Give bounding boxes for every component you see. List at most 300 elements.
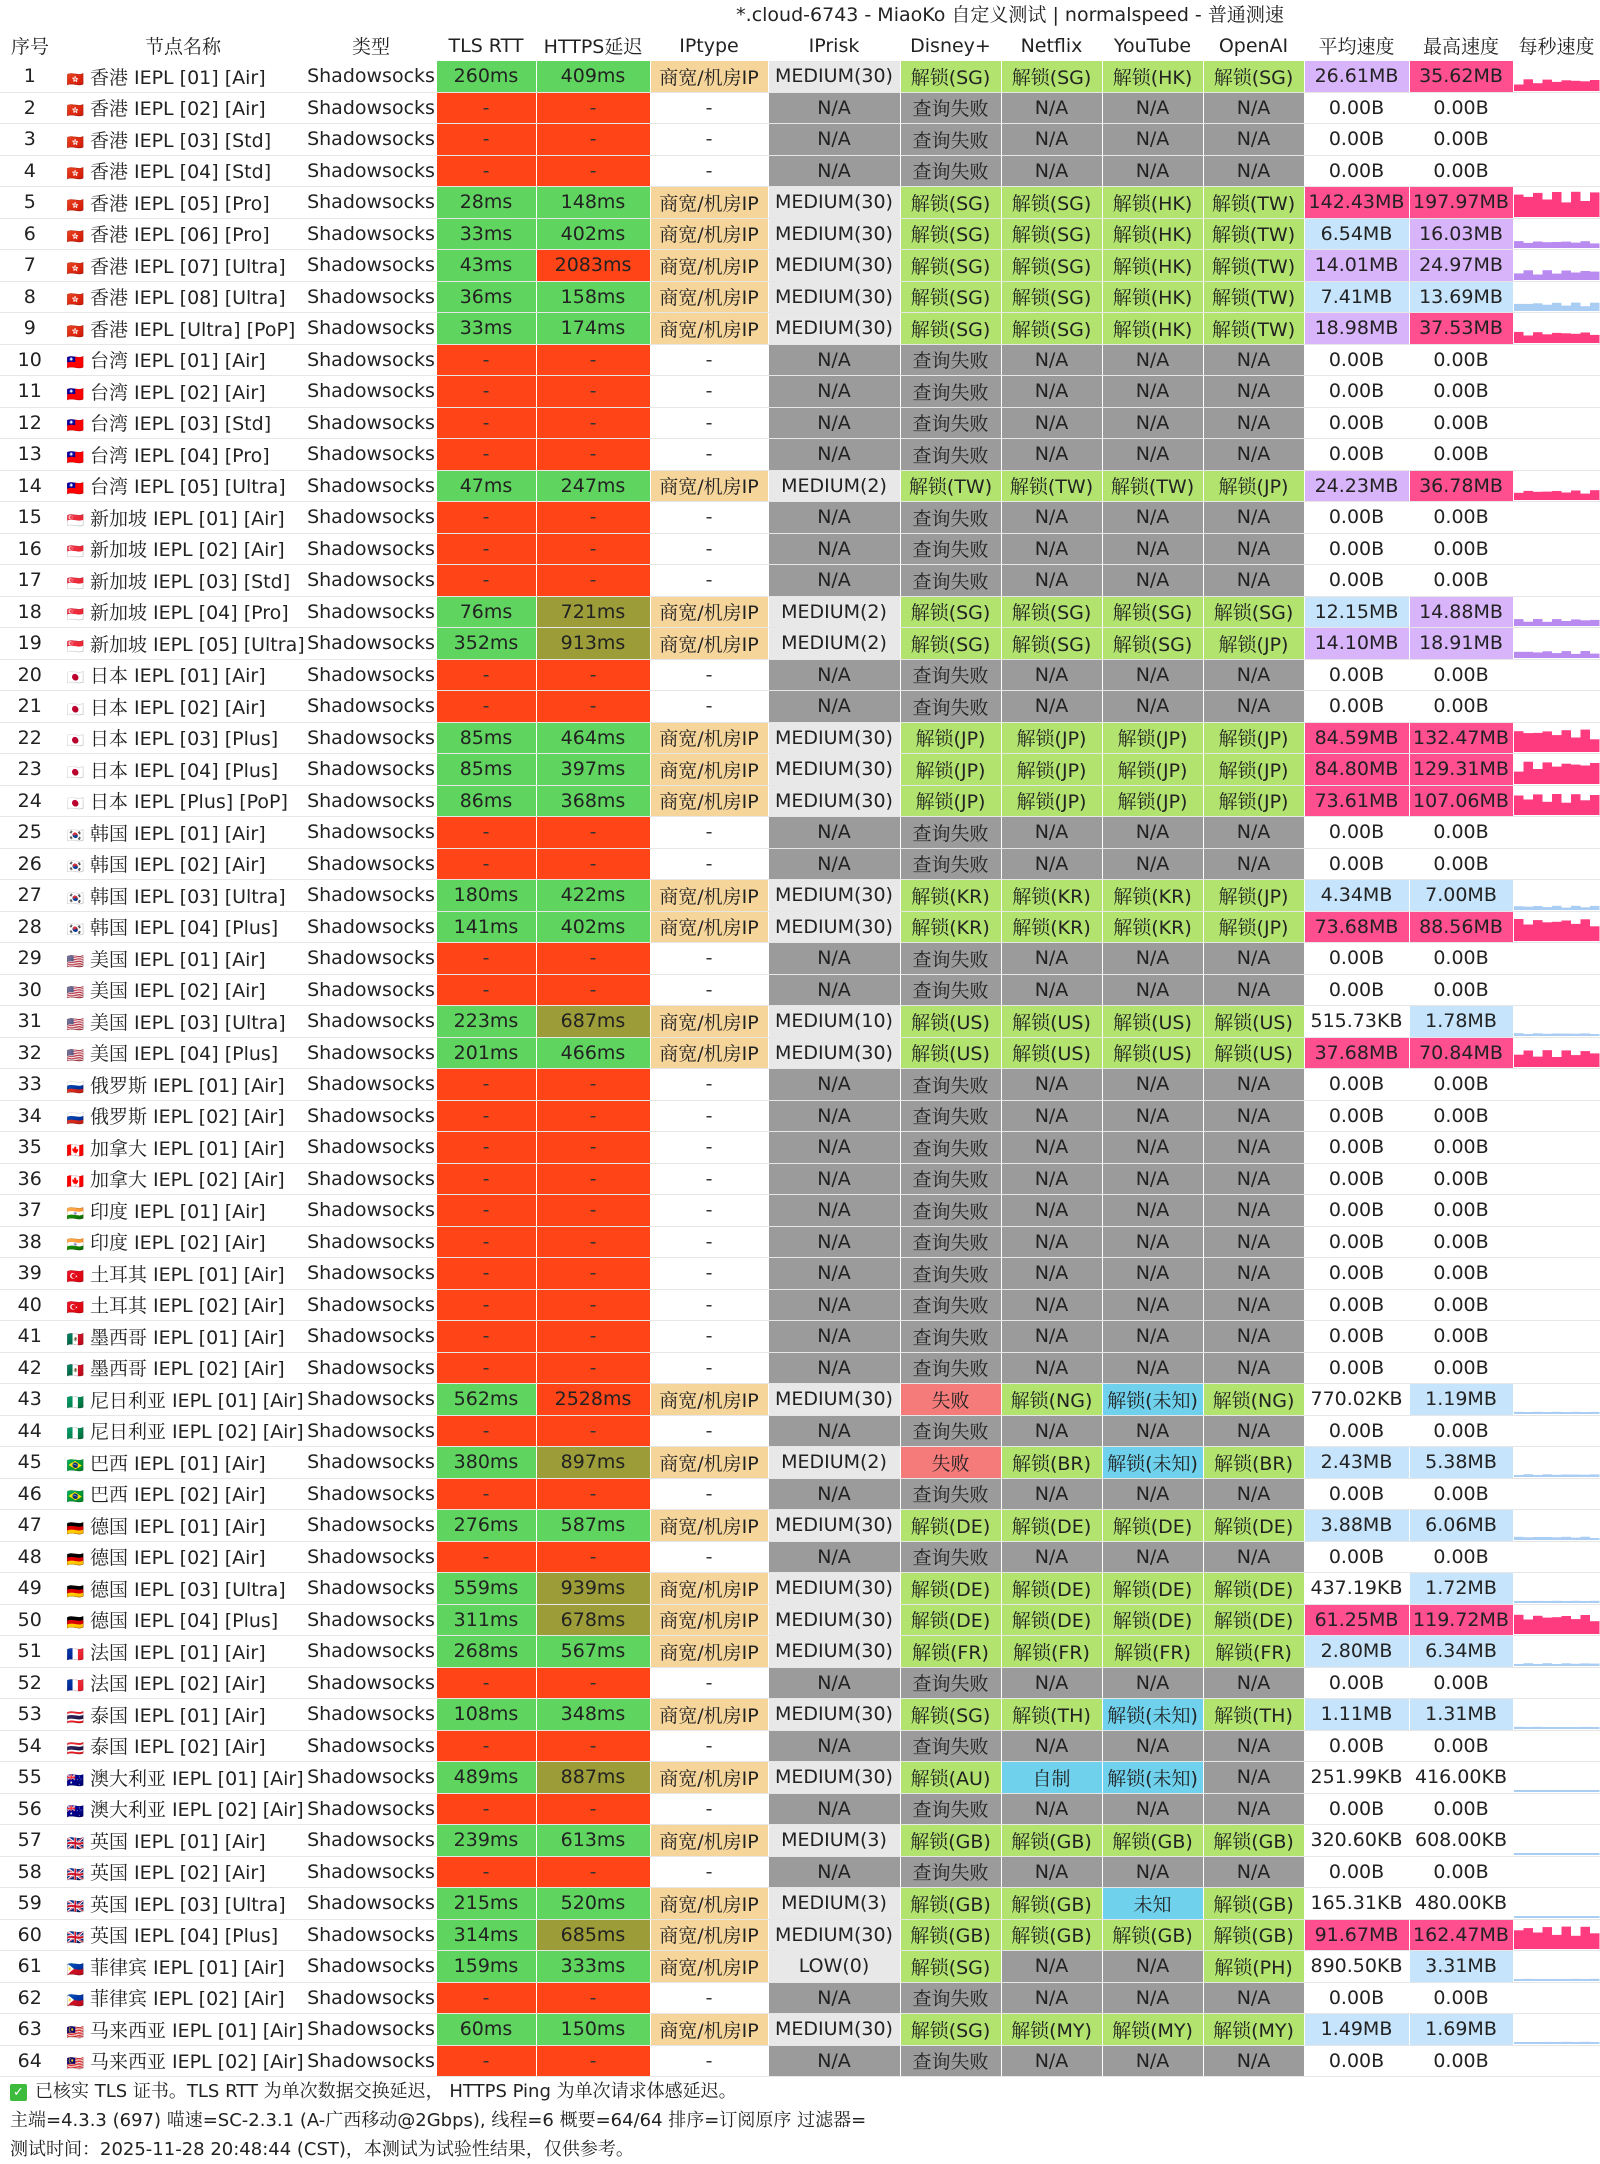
avg-speed: 0.00B xyxy=(1304,1982,1409,2014)
disney-status: 失败 xyxy=(900,1384,1001,1416)
speed-bar xyxy=(1514,1790,1524,1792)
flag-icon: 🇧🇷 xyxy=(66,1489,84,1506)
speed-bar xyxy=(1523,925,1533,942)
table-row[interactable] xyxy=(0,1037,1600,1069)
node-name xyxy=(60,1226,306,1258)
speed-bar xyxy=(1590,653,1600,657)
table-row[interactable] xyxy=(0,1415,1600,1447)
netflix-status: N/A xyxy=(1001,1289,1102,1321)
table-row[interactable] xyxy=(0,1793,1600,1825)
node-name xyxy=(60,817,306,849)
table-row[interactable] xyxy=(0,344,1600,376)
speed-bar xyxy=(1514,1475,1524,1477)
table-row[interactable] xyxy=(0,1006,1600,1038)
table-row[interactable] xyxy=(0,880,1600,912)
table-row[interactable] xyxy=(0,1982,1600,2014)
iprisk: MEDIUM(30) xyxy=(768,1762,900,1794)
node-name-label: 英国 IEPL [02] [Air] xyxy=(89,1862,266,1885)
iprisk: N/A xyxy=(768,439,900,471)
openai-status: 解锁(BR) xyxy=(1203,1447,1304,1479)
table-row[interactable] xyxy=(0,722,1600,754)
youtube-status: N/A xyxy=(1102,659,1203,691)
table-row[interactable] xyxy=(0,754,1600,786)
speed-bar xyxy=(1580,201,1590,217)
tls-rtt: - xyxy=(436,1132,536,1164)
column-header-per-second-speed[interactable]: 每秒速度 xyxy=(1518,36,1595,58)
netflix-status: N/A xyxy=(1001,1195,1102,1227)
iprisk: MEDIUM(30) xyxy=(768,1604,900,1636)
node-name xyxy=(60,1825,306,1857)
node-name xyxy=(60,344,306,376)
table-row[interactable] xyxy=(0,533,1600,565)
iprisk: MEDIUM(3) xyxy=(768,1825,900,1857)
netflix-status: 解锁(SG) xyxy=(1001,61,1102,92)
flag-icon: 🇹🇷 xyxy=(66,1268,84,1285)
row-index: 63 xyxy=(0,2014,60,2046)
table-row[interactable] xyxy=(0,187,1600,219)
speed-bar xyxy=(1590,1474,1600,1477)
iprisk: N/A xyxy=(768,407,900,439)
node-type: Shadowsocks xyxy=(306,691,436,723)
max-speed: 1.31MB xyxy=(1409,1699,1513,1731)
flag-icon: 🇩🇪 xyxy=(66,1520,84,1537)
node-name-label: 土耳其 IEPL [02] [Air] xyxy=(89,1295,285,1318)
speed-bar xyxy=(1533,733,1543,752)
row-index: 22 xyxy=(0,722,60,754)
speed-bar xyxy=(1533,1601,1543,1603)
youtube-status: 解锁(JP) xyxy=(1102,722,1203,754)
speed-bar xyxy=(1571,1619,1581,1634)
https-latency: 567ms xyxy=(536,1636,650,1668)
iptype: 商宽/机房IP xyxy=(650,596,768,628)
table-row[interactable] xyxy=(0,628,1600,660)
speed-bar xyxy=(1580,1033,1590,1036)
tls-rtt: 201ms xyxy=(436,1037,536,1069)
row-index: 38 xyxy=(0,1226,60,1258)
youtube-status: N/A xyxy=(1102,407,1203,439)
column-header-openai[interactable]: OpenAI xyxy=(1218,34,1289,57)
table-row[interactable] xyxy=(0,1384,1600,1416)
column-header-youtube[interactable]: YouTube xyxy=(1113,34,1192,57)
node-name-label: 菲律宾 IEPL [02] [Air] xyxy=(89,1988,285,2011)
speed-bar xyxy=(1552,1853,1562,1855)
max-speed: 480.00KB xyxy=(1409,1888,1513,1920)
table-row[interactable] xyxy=(0,61,1600,92)
per-second-speed-graph xyxy=(1513,1384,1600,1416)
node-name-label: 香港 IEPL [03] [Std] xyxy=(89,129,272,152)
disney-status: 解锁(SG) xyxy=(900,61,1001,92)
table-row[interactable] xyxy=(0,250,1600,282)
table-row[interactable] xyxy=(0,1636,1600,1668)
flag-icon: 🇹🇭 xyxy=(66,1709,84,1726)
per-second-speed-graph xyxy=(1513,1006,1600,1038)
per-second-speed-graph xyxy=(1513,1163,1600,1195)
tls-rtt: - xyxy=(436,1258,536,1290)
column-header-disney[interactable]: Disney+ xyxy=(910,34,991,57)
flag-icon: 🇵🇭 xyxy=(66,1961,84,1978)
avg-speed: 251.99KB xyxy=(1304,1762,1409,1794)
speed-bar xyxy=(1542,1050,1552,1067)
node-type: Shadowsocks xyxy=(306,565,436,597)
column-header-netflix[interactable]: Netflix xyxy=(1020,34,1083,57)
node-type: Shadowsocks xyxy=(306,1573,436,1605)
table-row[interactable] xyxy=(0,848,1600,880)
speed-bar xyxy=(1552,906,1562,910)
per-second-speed-graph xyxy=(1513,911,1600,943)
https-latency: - xyxy=(536,2045,650,2077)
table-row[interactable] xyxy=(0,502,1600,534)
speed-bar xyxy=(1590,80,1600,91)
speed-bar xyxy=(1533,1916,1543,1918)
table-row[interactable] xyxy=(0,439,1600,471)
column-header-tls-rtt[interactable]: TLS RTT xyxy=(448,34,524,57)
node-type: Shadowsocks xyxy=(306,1541,436,1573)
table-row[interactable] xyxy=(0,659,1600,691)
table-row[interactable] xyxy=(0,313,1600,345)
table-row[interactable] xyxy=(0,943,1600,975)
flag-icon: 🇲🇾 xyxy=(66,2024,84,2041)
node-type: Shadowsocks xyxy=(306,1793,436,1825)
node-type: Shadowsocks xyxy=(306,187,436,219)
https-latency: - xyxy=(536,1982,650,2014)
iptype: 商宽/机房IP xyxy=(650,1006,768,1038)
node-name-label: 印度 IEPL [01] [Air] xyxy=(89,1200,266,1223)
row-index: 11 xyxy=(0,376,60,408)
avg-speed: 0.00B xyxy=(1304,1258,1409,1290)
speed-bar xyxy=(1552,1790,1562,1792)
row-index: 27 xyxy=(0,880,60,912)
speed-bar xyxy=(1542,1601,1552,1603)
https-latency: - xyxy=(536,974,650,1006)
node-name xyxy=(60,754,306,786)
speed-bar xyxy=(1571,303,1581,311)
avg-speed: 6.54MB xyxy=(1304,218,1409,250)
row-index: 17 xyxy=(0,565,60,597)
per-second-speed-graph xyxy=(1513,974,1600,1006)
youtube-status: N/A xyxy=(1102,155,1203,187)
table-row[interactable] xyxy=(0,1730,1600,1762)
speed-bar xyxy=(1533,652,1543,658)
max-speed: 24.97MB xyxy=(1409,250,1513,282)
node-name xyxy=(60,1951,306,1983)
table-row[interactable] xyxy=(0,1919,1600,1951)
iptype: - xyxy=(650,1258,768,1290)
per-second-speed-graph xyxy=(1513,1762,1600,1794)
disney-status: 查询失败 xyxy=(900,974,1001,1006)
column-header-iprisk[interactable]: IPrisk xyxy=(808,34,860,57)
row-index: 30 xyxy=(0,974,60,1006)
openai-status: 解锁(GB) xyxy=(1203,1919,1304,1951)
table-row[interactable] xyxy=(0,1604,1600,1636)
node-type: Shadowsocks xyxy=(306,281,436,313)
table-row[interactable] xyxy=(0,1195,1600,1227)
table-row[interactable] xyxy=(0,1163,1600,1195)
table-row[interactable] xyxy=(0,565,1600,597)
per-second-speed-graph xyxy=(1513,187,1600,219)
flag-icon: 🇨🇦 xyxy=(66,1174,84,1191)
speed-bar xyxy=(1523,761,1533,783)
table-row[interactable] xyxy=(0,1289,1600,1321)
table-row[interactable] xyxy=(0,92,1600,124)
table-row[interactable] xyxy=(0,1100,1600,1132)
table-row[interactable] xyxy=(0,1699,1600,1731)
tls-rtt: - xyxy=(436,1321,536,1353)
iptype: 商宽/机房IP xyxy=(650,628,768,660)
speed-test-table xyxy=(0,30,1600,2077)
disney-status: 解锁(US) xyxy=(900,1006,1001,1038)
max-speed: 1.72MB xyxy=(1409,1573,1513,1605)
netflix-status: 解锁(SG) xyxy=(1001,596,1102,628)
iprisk: N/A xyxy=(768,1100,900,1132)
netflix-status: 解锁(DE) xyxy=(1001,1604,1102,1636)
table-row[interactable] xyxy=(0,1069,1600,1101)
https-latency: 368ms xyxy=(536,785,650,817)
disney-status: 查询失败 xyxy=(900,1321,1001,1353)
disney-status: 查询失败 xyxy=(900,691,1001,723)
per-second-speed-graph xyxy=(1513,1730,1600,1762)
openai-status: N/A xyxy=(1203,407,1304,439)
table-row[interactable] xyxy=(0,817,1600,849)
per-second-speed-graph xyxy=(1513,1415,1600,1447)
max-speed: 0.00B xyxy=(1409,848,1513,880)
youtube-status: 解锁(US) xyxy=(1102,1006,1203,1038)
column-header-index[interactable]: 序号 xyxy=(10,36,49,58)
iprisk: N/A xyxy=(768,502,900,534)
node-name xyxy=(60,2014,306,2046)
speed-bar xyxy=(1580,1727,1590,1729)
node-name-label: 台湾 IEPL [03] [Std] xyxy=(89,413,272,436)
table-row[interactable] xyxy=(0,1888,1600,1920)
table-row[interactable] xyxy=(0,1541,1600,1573)
row-index: 12 xyxy=(0,407,60,439)
iptype: 商宽/机房IP xyxy=(650,754,768,786)
openai-status: 解锁(TW) xyxy=(1203,313,1304,345)
speed-bar xyxy=(1561,2042,1571,2044)
speed-bar xyxy=(1552,1475,1562,1477)
disney-status: 查询失败 xyxy=(900,439,1001,471)
table-row[interactable] xyxy=(0,785,1600,817)
speed-bar xyxy=(1580,920,1590,942)
speed-bar xyxy=(1571,620,1581,627)
tls-rtt: 36ms xyxy=(436,281,536,313)
node-name xyxy=(60,943,306,975)
openai-status: 解锁(GB) xyxy=(1203,1888,1304,1920)
table-row[interactable] xyxy=(0,124,1600,156)
disney-status: 查询失败 xyxy=(900,344,1001,376)
speed-bar xyxy=(1552,922,1562,941)
iptype: - xyxy=(650,848,768,880)
speed-bar xyxy=(1552,794,1562,815)
speed-bar xyxy=(1590,620,1600,626)
table-row[interactable] xyxy=(0,1352,1600,1384)
node-type: Shadowsocks xyxy=(306,817,436,849)
speed-bar xyxy=(1580,1536,1590,1539)
https-latency: 520ms xyxy=(536,1888,650,1920)
disney-status: 查询失败 xyxy=(900,1069,1001,1101)
netflix-status: 解锁(GB) xyxy=(1001,1825,1102,1857)
table-row[interactable] xyxy=(0,596,1600,628)
column-header-max-speed[interactable]: 最高速度 xyxy=(1422,36,1499,58)
column-header-type[interactable]: 类型 xyxy=(351,36,390,58)
speed-bar xyxy=(1523,1663,1533,1666)
speed-bar xyxy=(1552,766,1562,783)
column-header-node-name[interactable]: 节点名称 xyxy=(144,36,221,58)
netflix-status: 解锁(DE) xyxy=(1001,1573,1102,1605)
flag-icon: 🇸🇬 xyxy=(66,638,84,655)
max-speed: 0.00B xyxy=(1409,1100,1513,1132)
per-second-speed-graph xyxy=(1513,1195,1600,1227)
table-row[interactable] xyxy=(0,1573,1600,1605)
table-row[interactable] xyxy=(0,1258,1600,1290)
youtube-status: 解锁(未知) xyxy=(1102,1762,1203,1794)
youtube-status: N/A xyxy=(1102,1793,1203,1825)
disney-status: 解锁(KR) xyxy=(900,880,1001,912)
youtube-status: 解锁(未知) xyxy=(1102,1447,1203,1479)
max-speed: 70.84MB xyxy=(1409,1037,1513,1069)
flag-icon: 🇩🇪 xyxy=(66,1615,84,1632)
node-name xyxy=(60,250,306,282)
speed-bar xyxy=(1533,619,1543,626)
column-header-avg-speed[interactable]: 平均速度 xyxy=(1318,36,1395,58)
disney-status: 查询失败 xyxy=(900,1730,1001,1762)
speed-bar xyxy=(1542,1790,1552,1792)
iprisk: N/A xyxy=(768,92,900,124)
speed-bar xyxy=(1590,1663,1600,1665)
node-name xyxy=(60,1163,306,1195)
netflix-status: N/A xyxy=(1001,1069,1102,1101)
openai-status: 解锁(JP) xyxy=(1203,754,1304,786)
speed-bar xyxy=(1571,906,1581,910)
speed-bar xyxy=(1571,764,1581,783)
table-row[interactable] xyxy=(0,974,1600,1006)
youtube-status: N/A xyxy=(1102,1478,1203,1510)
max-speed: 197.97MB xyxy=(1409,187,1513,219)
speed-bar xyxy=(1542,1034,1552,1036)
table-row[interactable] xyxy=(0,1447,1600,1479)
https-latency: 913ms xyxy=(536,628,650,660)
table-row[interactable] xyxy=(0,218,1600,250)
column-header-https-latency[interactable]: HTTPS延迟 xyxy=(543,36,643,58)
speed-bar xyxy=(1514,1853,1524,1855)
per-second-speed-graph xyxy=(1513,470,1600,502)
per-second-speed-graph xyxy=(1513,1447,1600,1479)
tls-rtt: 215ms xyxy=(436,1888,536,1920)
tls-rtt: 352ms xyxy=(436,628,536,660)
table-row[interactable] xyxy=(0,2045,1600,2077)
flag-icon: 🇩🇪 xyxy=(66,1552,84,1569)
table-row[interactable] xyxy=(0,470,1600,502)
speed-bar xyxy=(1514,796,1524,816)
speed-bar xyxy=(1561,730,1571,752)
flag-icon: 🇭🇰 xyxy=(66,103,84,120)
speed-bar xyxy=(1561,1790,1571,1792)
node-name xyxy=(60,92,306,124)
table-row[interactable] xyxy=(0,1510,1600,1542)
node-name xyxy=(60,281,306,313)
flag-icon: 🇹🇷 xyxy=(66,1300,84,1317)
speed-bar xyxy=(1523,197,1533,217)
node-name xyxy=(60,187,306,219)
youtube-status: 解锁(TW) xyxy=(1102,470,1203,502)
netflix-status: N/A xyxy=(1001,1951,1102,1983)
table-row[interactable] xyxy=(0,1478,1600,1510)
node-name-label: 美国 IEPL [04] [Plus] xyxy=(89,1043,279,1066)
table-row[interactable] xyxy=(0,1132,1600,1164)
row-index: 62 xyxy=(0,1982,60,2014)
flag-icon: 🇹🇼 xyxy=(66,355,84,372)
table-row[interactable] xyxy=(0,691,1600,723)
tls-rtt: 559ms xyxy=(436,1573,536,1605)
table-row[interactable] xyxy=(0,376,1600,408)
speed-bar xyxy=(1561,270,1571,280)
flag-icon: 🇰🇷 xyxy=(66,859,84,876)
column-header-iptype[interactable]: IPtype xyxy=(679,34,739,57)
speed-bar xyxy=(1590,927,1600,942)
flag-icon: 🇺🇸 xyxy=(66,985,84,1002)
https-latency: - xyxy=(536,533,650,565)
netflix-status: 解锁(SG) xyxy=(1001,218,1102,250)
youtube-status: N/A xyxy=(1102,1415,1203,1447)
row-index: 64 xyxy=(0,2045,60,2077)
row-index: 29 xyxy=(0,943,60,975)
table-row[interactable] xyxy=(0,281,1600,313)
node-name-label: 尼日利亚 IEPL [02] [Air] xyxy=(89,1421,304,1444)
avg-speed: 0.00B xyxy=(1304,1321,1409,1353)
node-type: Shadowsocks xyxy=(306,533,436,565)
table-row[interactable] xyxy=(0,155,1600,187)
table-row[interactable] xyxy=(0,1321,1600,1353)
openai-status: 解锁(US) xyxy=(1203,1037,1304,1069)
node-name xyxy=(60,880,306,912)
speed-bar xyxy=(1571,334,1581,343)
disney-status: 查询失败 xyxy=(900,1478,1001,1510)
disney-status: 解锁(KR) xyxy=(900,911,1001,943)
node-name-label: 香港 IEPL [01] [Air] xyxy=(89,66,266,89)
table-row[interactable] xyxy=(0,1951,1600,1983)
table-row[interactable] xyxy=(0,2014,1600,2046)
disney-status: 失败 xyxy=(900,1447,1001,1479)
table-row[interactable] xyxy=(0,1762,1600,1794)
https-latency: 422ms xyxy=(536,880,650,912)
speed-bar xyxy=(1523,270,1533,280)
tls-rtt: - xyxy=(436,1352,536,1384)
speed-bar xyxy=(1561,1853,1571,1855)
avg-speed: 91.67MB xyxy=(1304,1919,1409,1951)
speed-bar xyxy=(1523,652,1533,658)
avg-speed: 18.98MB xyxy=(1304,313,1409,345)
table-row[interactable] xyxy=(0,1856,1600,1888)
speed-bar xyxy=(1523,1412,1533,1414)
table-row[interactable] xyxy=(0,911,1600,943)
https-latency: - xyxy=(536,1856,650,1888)
max-speed: 0.00B xyxy=(1409,1132,1513,1164)
speed-bar xyxy=(1580,2042,1590,2044)
avg-speed: 84.80MB xyxy=(1304,754,1409,786)
speed-bar xyxy=(1580,1853,1590,1855)
max-speed: 6.34MB xyxy=(1409,1636,1513,1668)
node-name-label: 美国 IEPL [02] [Air] xyxy=(89,980,266,1003)
table-row[interactable] xyxy=(0,1226,1600,1258)
table-row[interactable] xyxy=(0,1667,1600,1699)
avg-speed: 0.00B xyxy=(1304,439,1409,471)
iptype: - xyxy=(650,439,768,471)
table-row[interactable] xyxy=(0,407,1600,439)
node-type: Shadowsocks xyxy=(306,848,436,880)
speed-bar xyxy=(1514,1055,1524,1067)
https-latency: 158ms xyxy=(536,281,650,313)
avg-speed: 0.00B xyxy=(1304,1415,1409,1447)
table-row[interactable] xyxy=(0,1825,1600,1857)
